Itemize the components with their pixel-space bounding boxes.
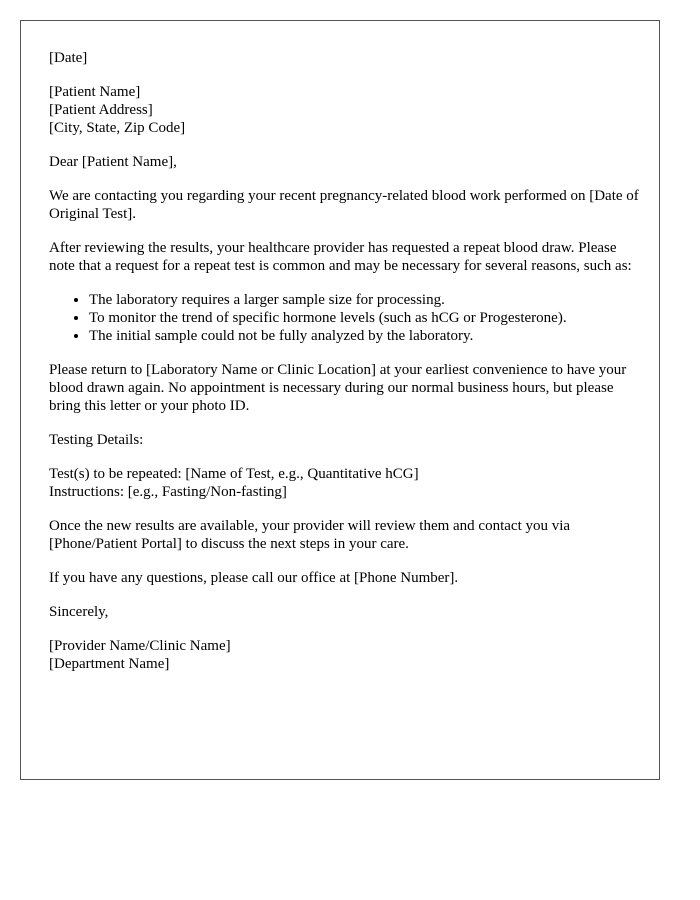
salutation: Dear [Patient Name],	[49, 154, 177, 170]
signature-department: [Department Name]	[49, 656, 170, 672]
letter-date: [Date]	[49, 50, 88, 66]
tests-to-repeat-line: Test(s) to be repeated: [Name of Test, e.g., Quantitative hCG]	[49, 466, 419, 482]
intro-paragraph: We are contacting you regarding your recent pregnancy-related blood work performed on [Date of Original Test].	[49, 188, 639, 222]
list-item: • To monitor the trend of specific hormone levels (such as hCG or Progesterone).	[89, 309, 641, 327]
testing-details-block	[49, 465, 641, 501]
recipient-name: [Patient Name]	[49, 84, 141, 100]
recipient-city-state-zip: [City, State, Zip Code]	[49, 120, 186, 136]
reason-intro-paragraph: After reviewing the results, your healthcare provider has requested a repeat blood draw. Please note that a request for a repeat test is common and may be necessary for several reasons, such as:	[49, 240, 632, 274]
list-item: • The laboratory requires a larger sample size for processing.	[89, 291, 641, 309]
signature-provider: [Provider Name/Clinic Name]	[49, 638, 231, 654]
closing: Sincerely,	[49, 604, 109, 620]
letter-page	[20, 20, 660, 780]
signature-block	[49, 637, 641, 673]
testing-details-heading: Testing Details:	[49, 432, 144, 448]
instructions-line: Instructions: [e.g., Fasting/Non-fasting]	[49, 484, 287, 500]
letter-body	[49, 49, 641, 689]
recipient-address: [Patient Address]	[49, 102, 153, 118]
reasons-list	[49, 291, 641, 345]
questions-paragraph: If you have any questions, please call our office at [Phone Number].	[49, 570, 459, 586]
followup-paragraph: Once the new results are available, your provider will review them and contact you via [Phone/Patient Portal] to discuss the next steps in your care.	[49, 518, 571, 552]
list-item: • The initial sample could not be fully analyzed by the laboratory.	[89, 327, 641, 345]
recipient-block	[49, 83, 641, 137]
return-instructions-paragraph: Please return to [Laboratory Name or Clinic Location] at your earliest convenience to have your blood drawn again. No appointment is necessary during our normal business hours, but please bring this letter or your photo ID.	[49, 362, 627, 414]
